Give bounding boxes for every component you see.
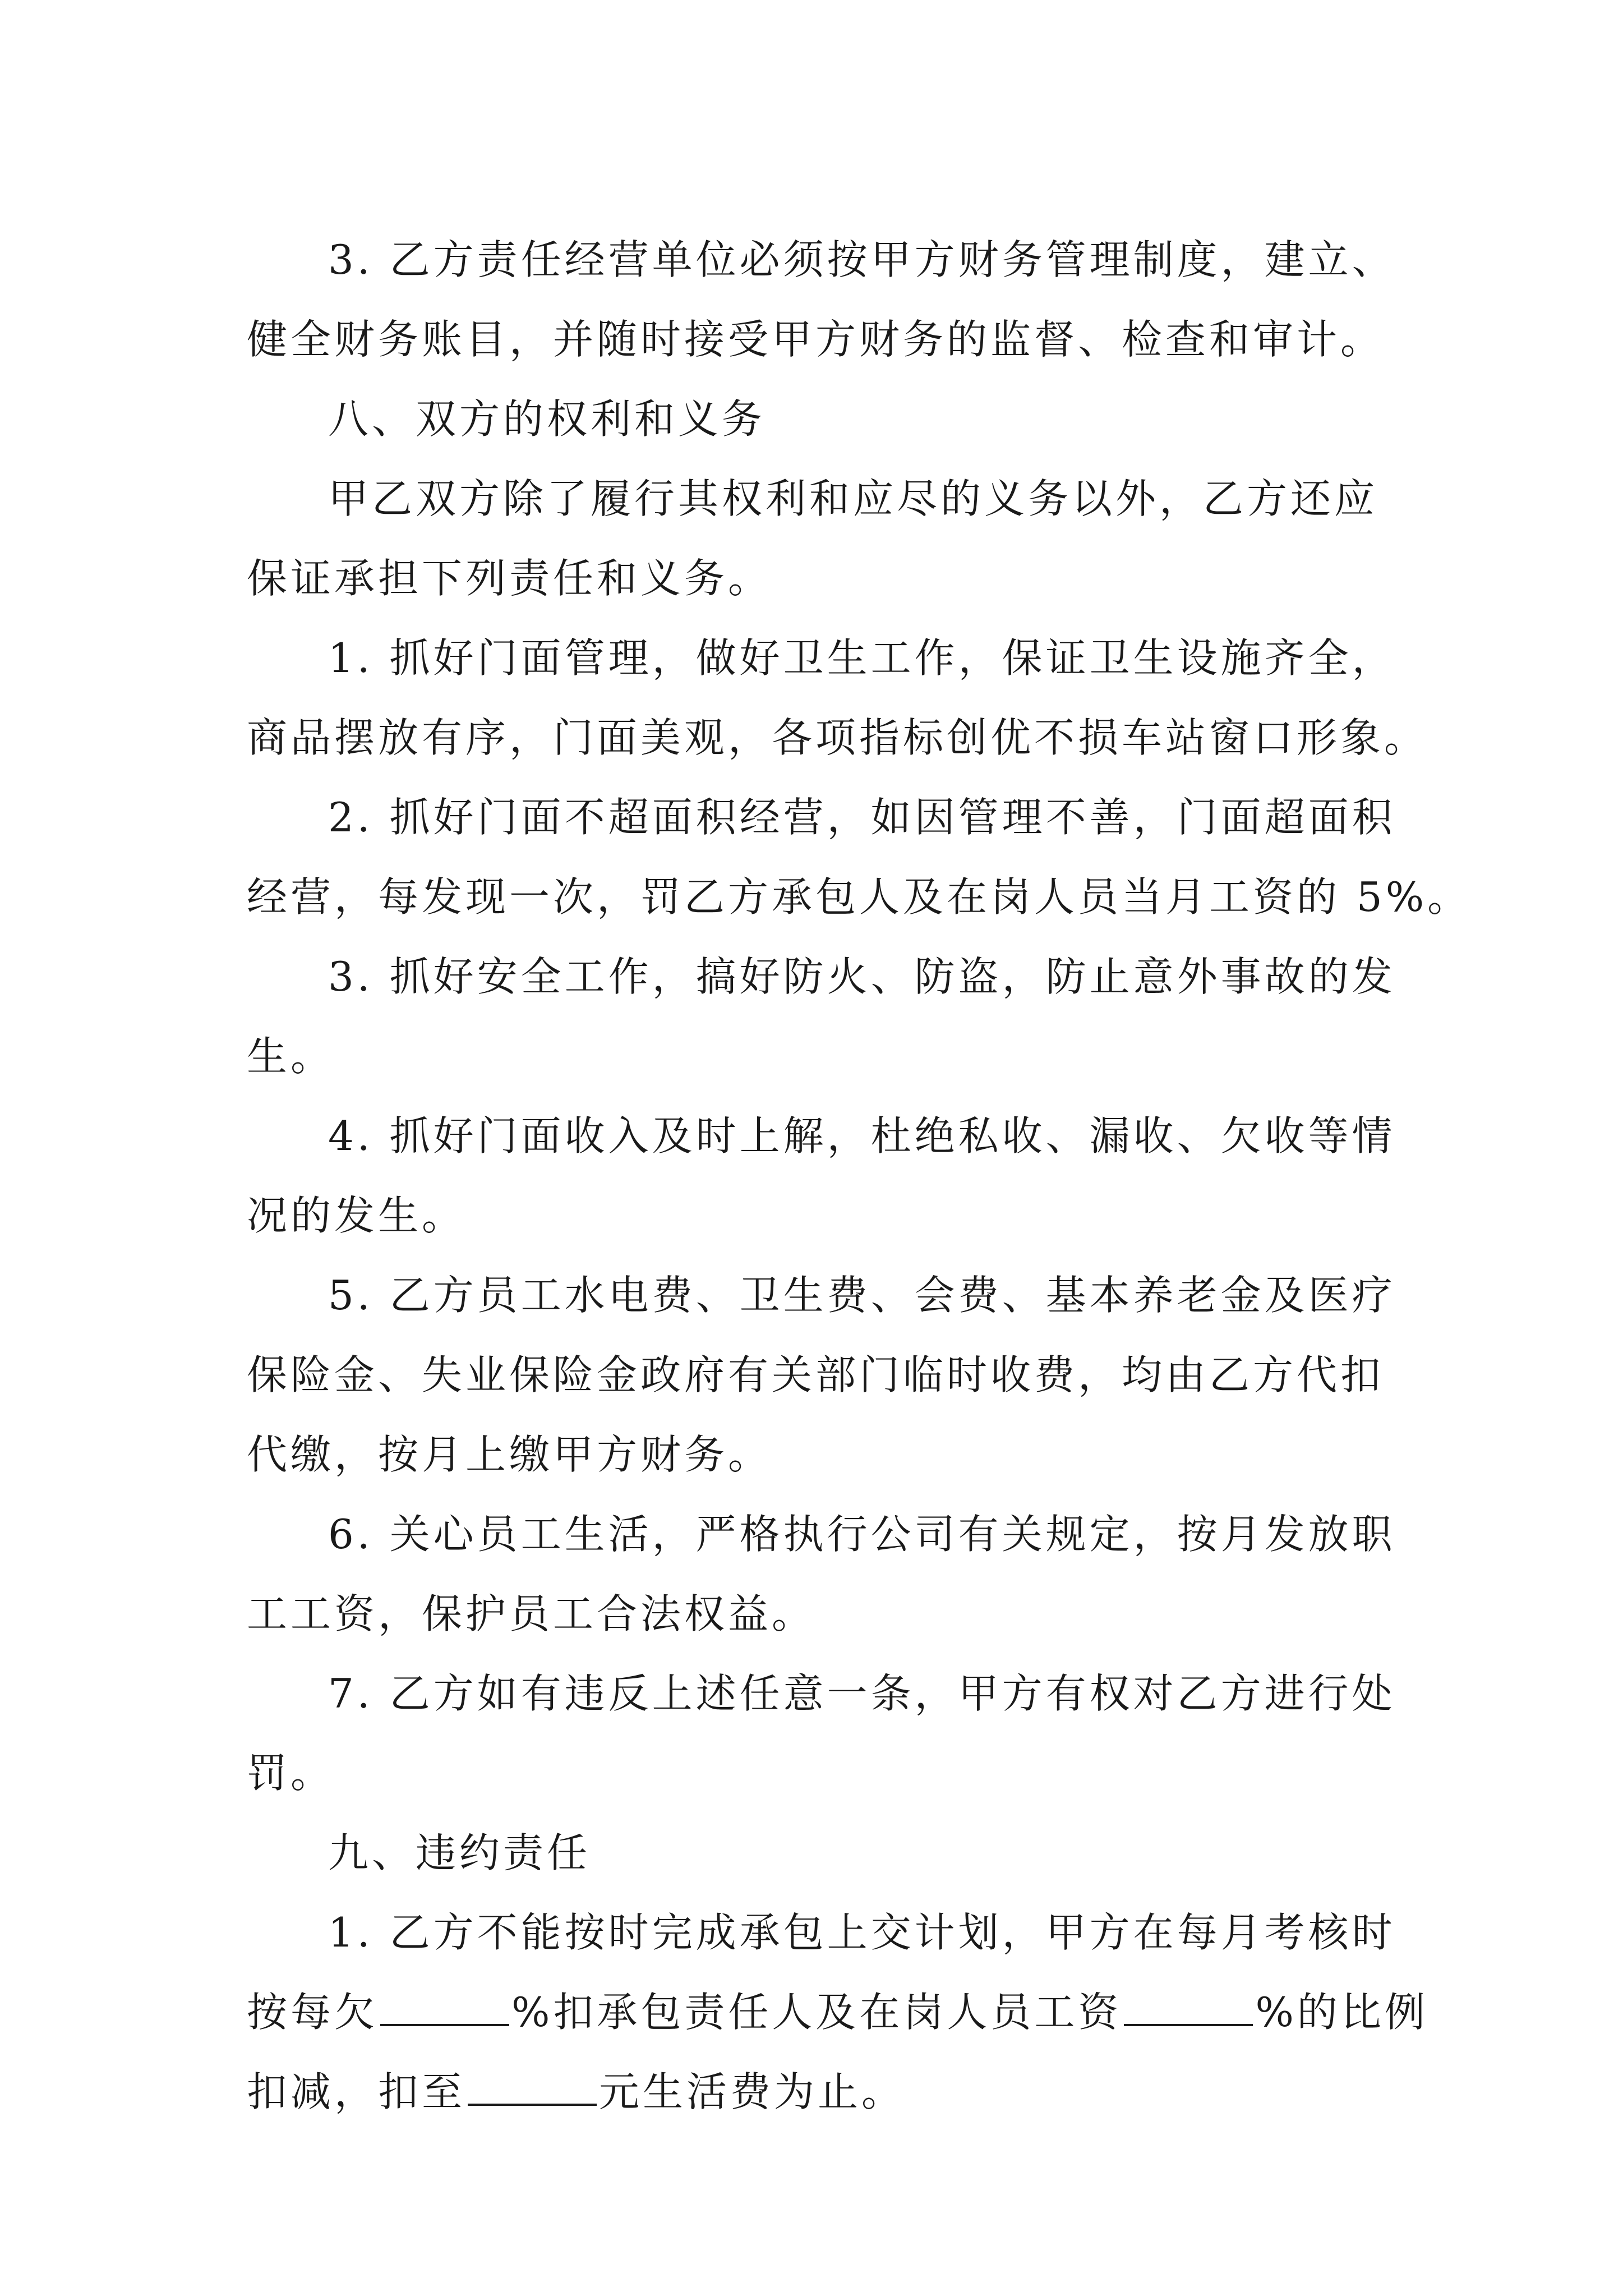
- paragraph-obligations-intro: [247, 459, 1447, 618]
- paragraph-item-6: [247, 1494, 1447, 1654]
- text-line: 罚。: [247, 1750, 335, 1797]
- paragraph-item-1: [247, 618, 1447, 777]
- text-line: 保险金、失业保险金政府有关部门临时收费，均由乙方代扣: [247, 1351, 1385, 1398]
- text-line: 经营，每发现一次，罚乙方承包人及在岗人员当月工资的 5%。: [247, 873, 1472, 921]
- paragraph-item-5: [247, 1255, 1447, 1494]
- text-line: 3. 乙方责任经营单位必须按甲方财务管理制度，建立、: [328, 236, 1396, 283]
- text-line: 代缴，按月上缴甲方财务。: [247, 1431, 772, 1478]
- text-line: 1. 抓好门面管理，做好卫生工作，保证卫生设施齐全，: [328, 634, 1396, 682]
- text-line: 况的发生。: [247, 1192, 466, 1239]
- blank-fill-line[interactable]: [380, 1980, 509, 2026]
- blank-fill-line[interactable]: [468, 2060, 597, 2106]
- text-line: 八、双方的权利和义务: [328, 395, 766, 443]
- blank-fill-line[interactable]: [1124, 1980, 1253, 2026]
- text-line: [247, 2052, 1447, 2132]
- text-line: [247, 1972, 1447, 2052]
- text-line: 生。: [247, 1033, 335, 1080]
- paragraph-finance-clause: [247, 220, 1447, 379]
- text-line: 3. 抓好安全工作，搞好防火、防盗，防止意外事故的发: [328, 953, 1396, 1000]
- text-line: 4. 抓好门面收入及时上解，杜绝私收、漏收、欠收等情: [328, 1112, 1396, 1159]
- text-line: 甲乙双方除了履行其权利和应尽的义务以外，乙方还应: [328, 475, 1378, 522]
- text-fragment: %扣承包责任人及在岗人员工资: [511, 1989, 1122, 2036]
- section-heading-breach-liability: [247, 1813, 1447, 1893]
- text-line: 6. 关心员工生活，严格执行公司有关规定，按月发放职: [328, 1511, 1396, 1558]
- text-fragment: 按每欠: [247, 1989, 379, 2036]
- text-line: 1. 乙方不能按时完成承包上交计划，甲方在每月考核时: [328, 1909, 1396, 1956]
- paragraph-item-3: [247, 937, 1447, 1096]
- paragraph-item-4: [247, 1096, 1447, 1255]
- paragraph-breach-item-1: [247, 1893, 1447, 2132]
- text-line: 健全财务账目，并随时接受甲方财务的监督、检查和审计。: [247, 316, 1385, 363]
- text-line: 工工资，保护员工合法权益。: [247, 1590, 816, 1637]
- text-line: 5. 乙方员工水电费、卫生费、会费、基本养老金及医疗: [328, 1272, 1396, 1319]
- document-page: [247, 220, 1472, 2132]
- text-fragment: 元生活费为止。: [599, 2068, 906, 2115]
- section-heading-rights-obligations: [247, 379, 1447, 459]
- text-line: 7. 乙方如有违反上述任意一条，甲方有权对乙方进行处: [328, 1670, 1396, 1717]
- text-fragment: %的比例: [1255, 1989, 1428, 2036]
- text-line: 保证承担下列责任和义务。: [247, 555, 772, 602]
- paragraph-item-7: [247, 1654, 1447, 1813]
- text-line: 2. 抓好门面不超面积经营，如因管理不善，门面超面积: [328, 794, 1396, 841]
- text-line: 九、违约责任: [328, 1829, 591, 1876]
- text-line: 商品摆放有序，门面美观，各项指标创优不损车站窗口形象。: [247, 714, 1428, 761]
- paragraph-item-2: [247, 777, 1472, 937]
- text-fragment: 扣减，扣至: [247, 2068, 466, 2115]
